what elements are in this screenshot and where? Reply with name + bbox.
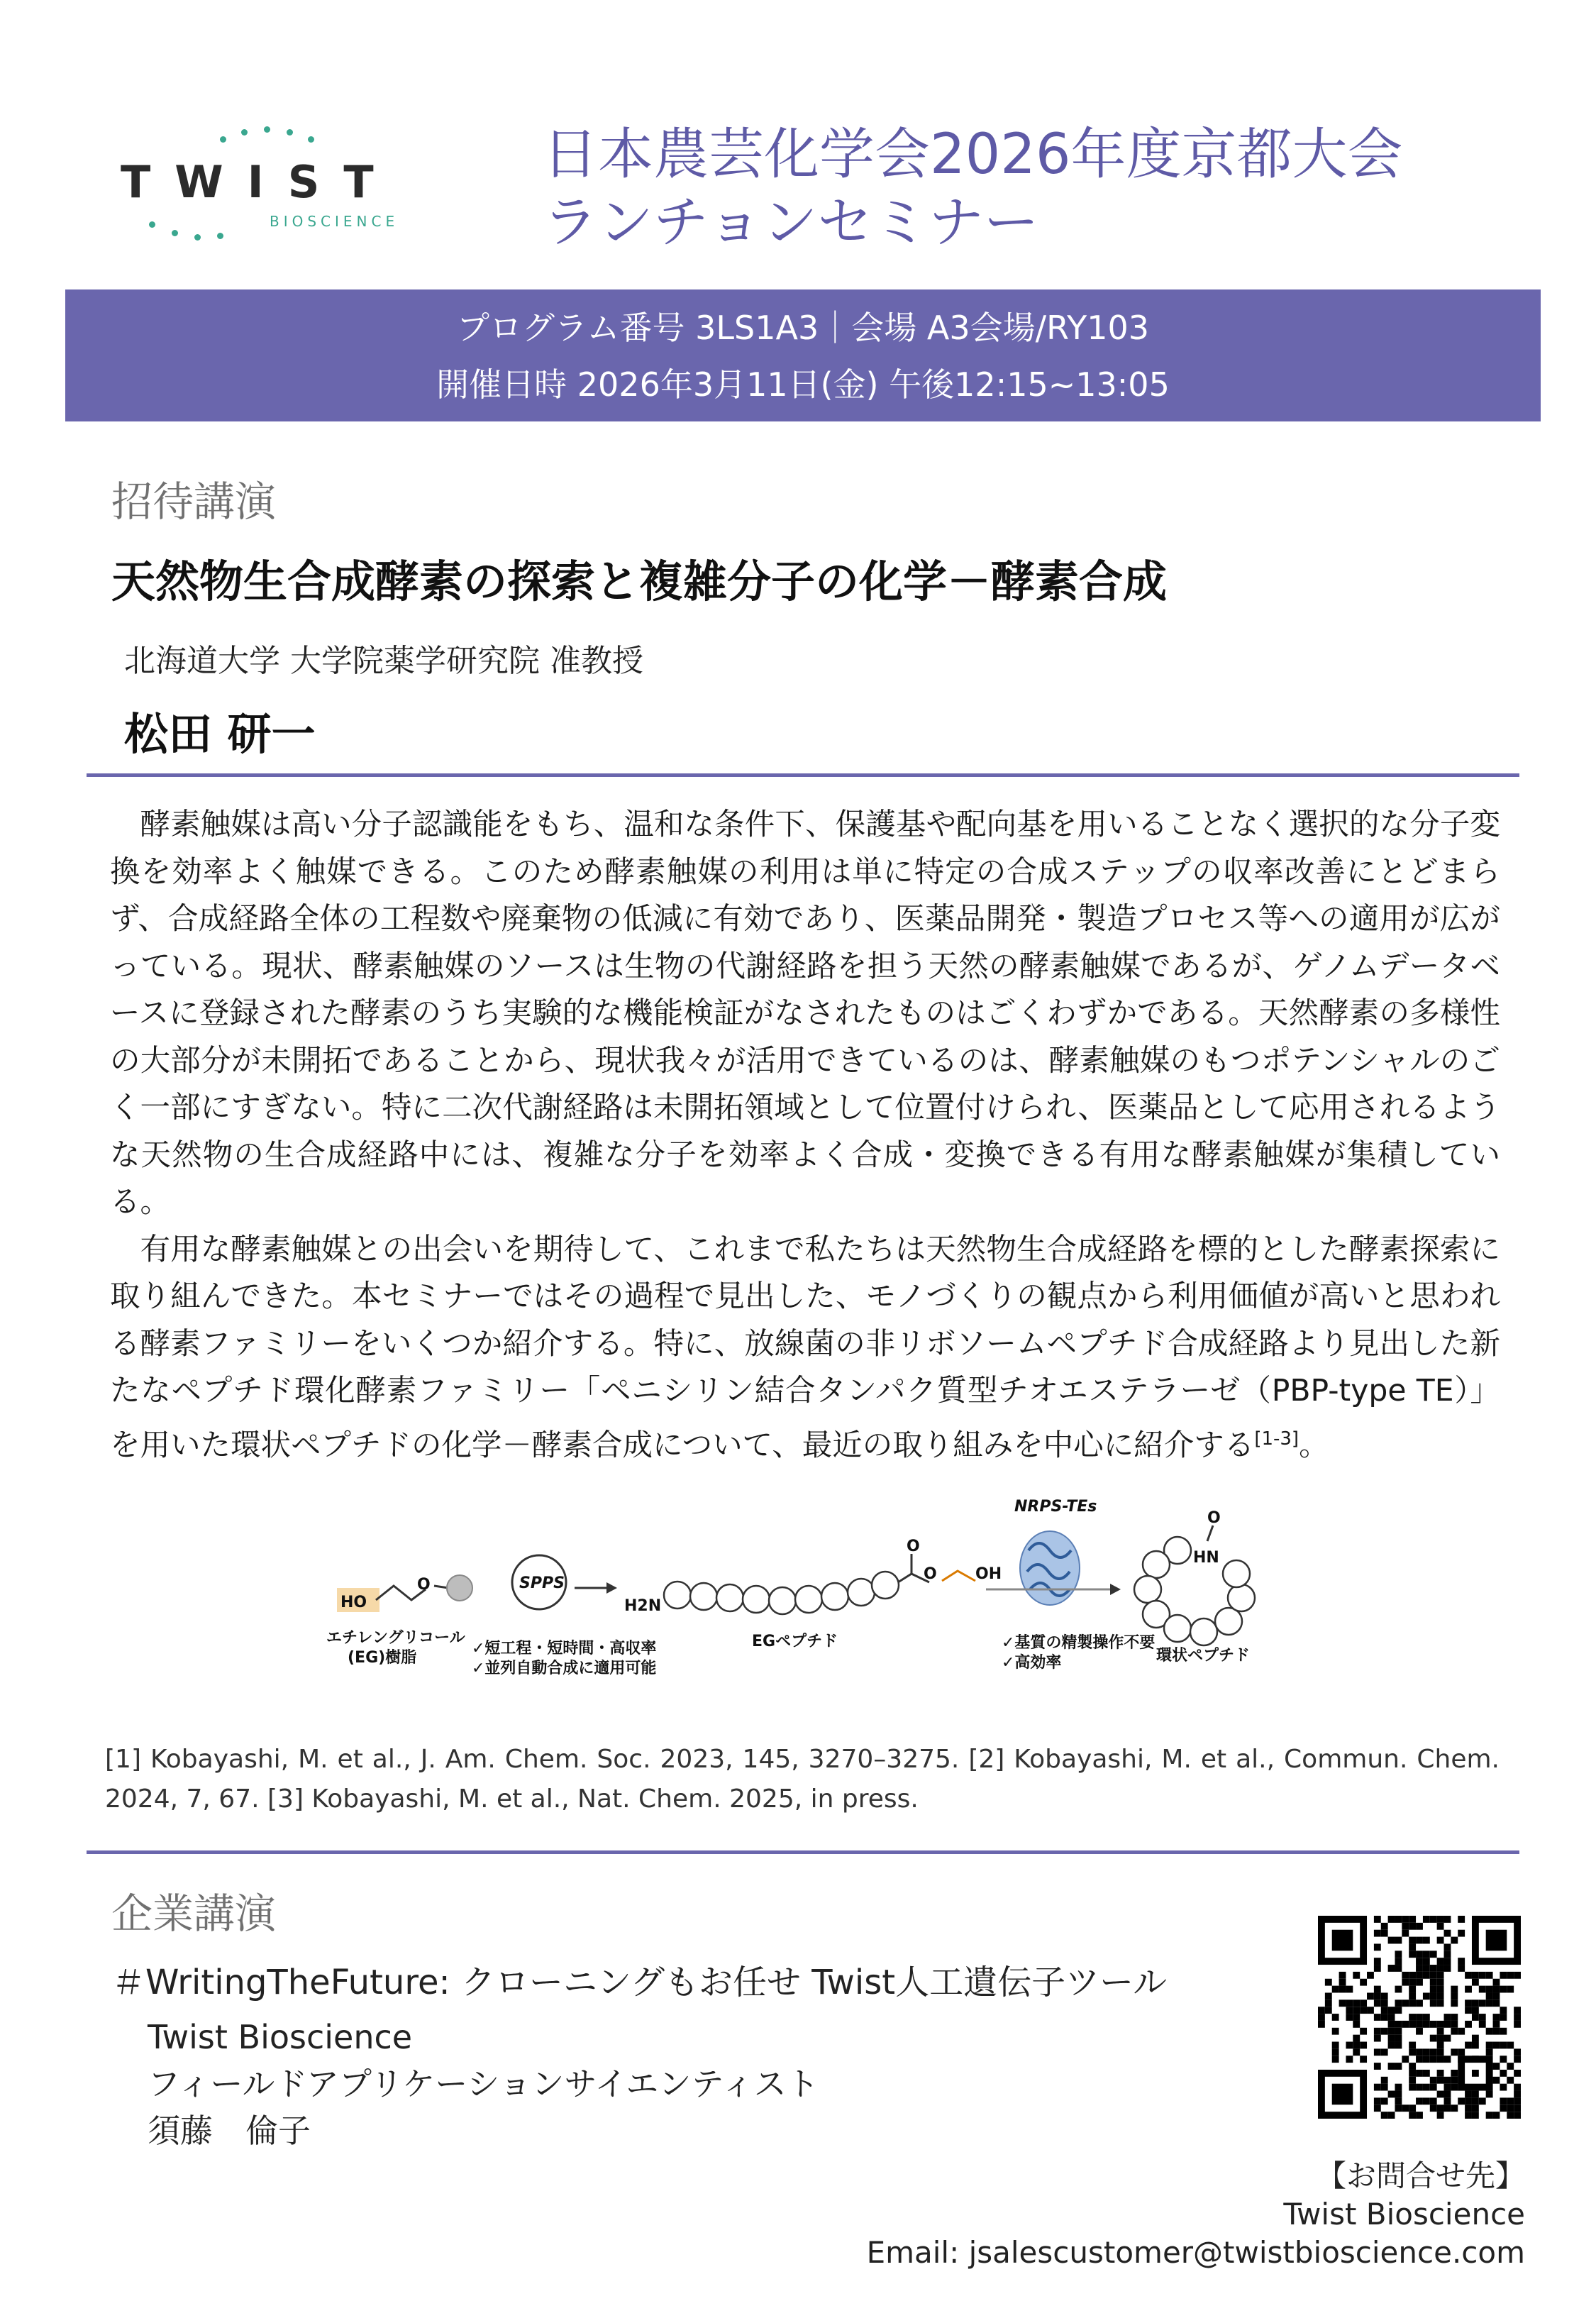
invited-heading: 招待講演 [111,478,277,526]
contact-company: Twist Bioscience [1283,2197,1525,2231]
peptide-chain [664,1572,899,1614]
event-title-line1: 日本農芸化学会2026年度京都大会 [543,123,1403,187]
speaker-affiliation: 北海道大学 大学院薬学研究院 准教授 [124,643,643,679]
h2n-label: H2N [624,1597,662,1615]
logo-subtitle: BIOSCIENCE [270,213,399,230]
te-note-1: ✓基質の精製操作不要 [1002,1634,1156,1652]
corporate-speaker: 須藤 倫子 [148,2112,311,2150]
abstract-paragraph-1: 酵素触媒は高い分子認識能をもち、温和な条件下、保護基や配向基を用いることなく選択的な分子変換を効率よく触媒できる。このため酵素触媒の利用は単に特定の合成ステップの収率改善にとどまらず、合成経路全体の工程数や廃棄物の低減に有効であり、医薬品開発・製造プロセス等への適用が広がっている。現状、酵素触媒のソースは生物の代謝経路を担う天然の酵素触媒であるが、ゲノムデータベースに登録された酵素のうち実験的な機能検証がなされたものはごくわずかである。天然酵素の多様性の大部分が未開拓であることから、現状我々が活用できているのは、酵素触媒のもつポテンシャルのごく一部にすぎない。特に二次代謝経路は未開拓領域として位置付けられ、医薬品として応用されるような天然物の生合成経路中には、複雑な分子を効率よく合成・変換できる有用な酵素触媒が集積している。 [110,807,1500,1220]
corporate-company: Twist Bioscience [148,2018,413,2056]
logo-wordmark: TWIST [121,156,398,208]
contact-label: 【お問合せ先】 [1316,2158,1525,2193]
ho-label: HO [340,1594,367,1611]
enzyme-structure-icon [1020,1531,1080,1605]
spps-note-2: ✓並列自動合成に適用可能 [472,1660,657,1677]
divider-top [87,773,1519,777]
contact-block [816,2157,1525,2272]
event-title [543,121,1403,257]
cyclic-peptide-label: 環状ペプチド [1156,1647,1251,1665]
citation-marker: [1-3] [1254,1428,1299,1450]
invited-talk-title: 天然物生合成酵素の探索と複雑分子の化学－酵素合成 [111,556,1168,607]
corporate-speaker-block [148,2014,819,2154]
program-banner [65,289,1541,421]
oxygen-label: O [417,1576,431,1594]
event-title-line2: ランチョンセミナー [543,191,1039,255]
ester-o-label: O [924,1565,937,1583]
resin-label-2: (EG)樹脂 [348,1649,417,1667]
divider-bottom [87,1850,1519,1854]
corporate-role: フィールドアプリケーションサイエンティスト [148,2065,819,2103]
references: [1] Kobayashi, M. et al., J. Am. Chem. Soc. 2023, 145, 3270–3275. [2] Kobayashi, M. et al., Commun. Chem. 2024, 7, 67. [3] Kobayashi, M. et al., Nat. Chem. 2025, in press. [105,1745,1500,1814]
spps-label: SPPS [519,1574,565,1592]
abstract [110,802,1500,1469]
program-number: プログラム番号 3LS1A3｜会場 A3会場/RY103 [456,309,1150,347]
eg-peptide-label: EGペプチド [752,1633,838,1650]
contact-email[interactable]: Email: jsalescustomer@twistbioscience.com [866,2235,1525,2270]
ring-o-label: O [1207,1509,1221,1527]
spps-note-1: ✓短工程・短時間・高収率 [472,1640,657,1657]
carbonyl-o-label: O [907,1538,920,1555]
speaker-name: 松田 研一 [124,708,316,760]
te-note-2: ✓高効率 [1002,1654,1062,1672]
twist-logo [106,114,419,248]
reaction-scheme [312,1483,1305,1710]
program-datetime: 開催日時 2026年3月11日(金) 午後12:15~13:05 [436,365,1170,404]
resin-bead [447,1575,472,1601]
corporate-talk-title: ＃WritingTheFuture: クローニングもお任せ Twist人工遺伝子ツール [111,1963,1168,2002]
resin-label-1: エチレングリコール [326,1629,465,1647]
qr-code[interactable] [1318,1916,1521,2119]
abstract-paragraph-2: 有用な酵素触媒との出会いを期待して、これまで私たちは天然物生合成経路を標的とした酵素探索に取り組んできた。本セミナーではその過程で見出した、モノづくりの観点から利用価値が高いと思われる酵素ファミリーをいくつか紹介する。特に、放線菌の非リボソームペプチド合成経路より見出した新たなペプチド環化酵素ファミリー「ペニシリン結合タンパク質型チオエステラーゼ（PBP-type TE）」を用いた環状ペプチドの化学－酵素合成について、最近の取り組みを中心に紹介する[1-3]。 [110,1232,1500,1463]
corporate-heading: 企業講演 [111,1890,277,1938]
oh-label: OH [975,1565,1002,1583]
hn-label: HN [1193,1549,1219,1567]
nrps-label: NRPS-TEs [1014,1498,1097,1516]
